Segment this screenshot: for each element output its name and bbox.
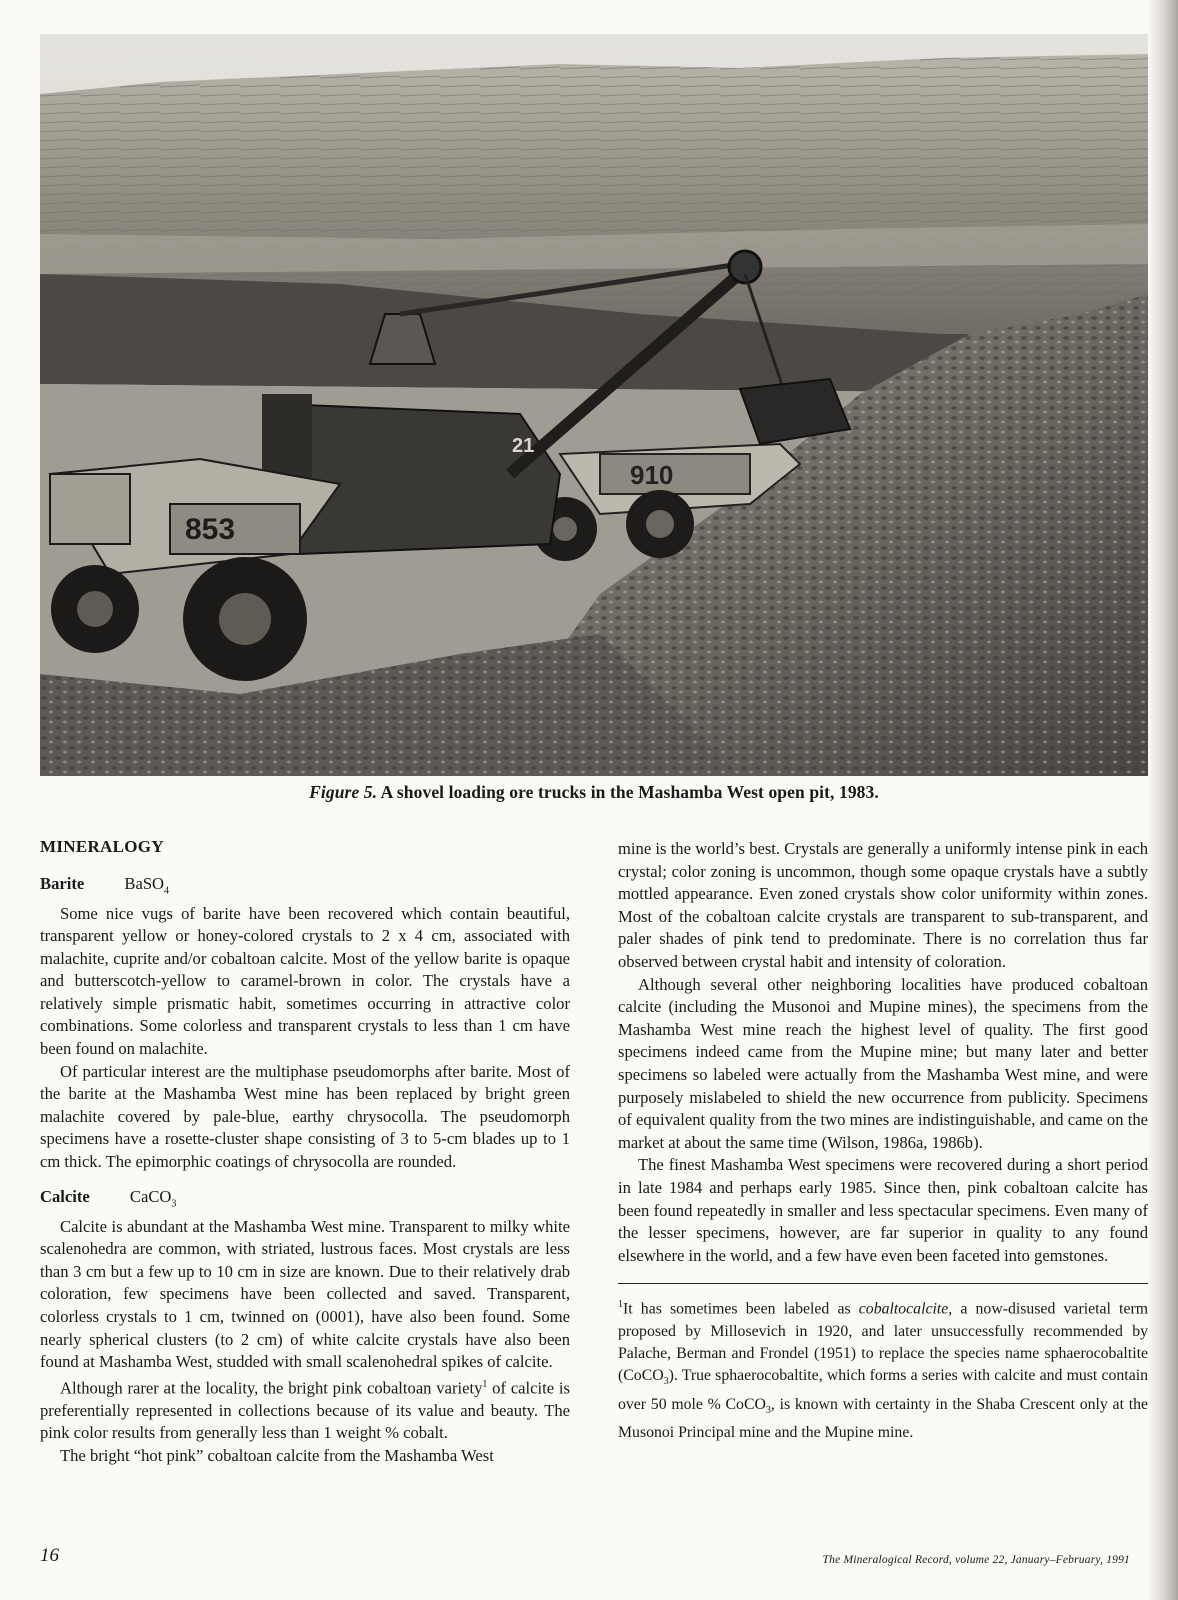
right-column — [618, 838, 1148, 1444]
footnote-part-4: , is known with certainty in the Shaba Crescent only at the Musonoi Principal mine and the Mupine mine. — [618, 1395, 1148, 1441]
page-edge-shadow — [1148, 0, 1178, 1600]
barite-paragraph-1: Some nice vugs of barite have been recovered which contain beautiful, transparent yellow or honey-colored crystals to 2 x 4 cm, associated with malachite, cuprite and/or cobaltoan calcite. Most of the yellow barite is opaque and butterscotch-yellow to caramel-brown in color. The crystals have a relatively simple prismatic habit, sometimes occurring in attractive color combinations. Some colorless and transparent crystals to less than 1 cm have been found on malachite. — [40, 903, 570, 1059]
calcite-p2-before: Although rarer at the locality, the bright pink cobaltoan variety — [60, 1378, 483, 1398]
footnote-part-2: a now-disused varietal term proposed by Millosevich in 1920, and later unsuccessfully recommended by Palache, Berman and Frondel (1951) to replace the species name sphaerocobaltite (CoCO — [618, 1300, 1148, 1385]
truck-number-back: 910 — [630, 460, 674, 490]
calcite-paragraph-1: Calcite is abundant at the Mashamba West mine. Transparent to milky white scalenohedra are common, with striated, lustrous faces. Most crystals are less than 3 cm but a few up to 10 cm in size are known. Due to their relatively drab coloration, few specimens have been collected and saved. Transparent, colorless crystals to 1 cm, twinned on (0001), have also been found. Some nearly spherical clusters (to 2 cm) of white calcite crystals have also been found at Mashamba West, studded with small scalenohedral spikes of calcite. — [40, 1216, 570, 1372]
footnote-sub-1: 3 — [663, 1376, 669, 1388]
barite-title — [40, 873, 570, 903]
barite-formula — [124, 873, 170, 896]
calcite-p2-after: of calcite is preferentially represented in collections because of its value and beauty. The pink color results from generally less than 1 weight % cobalt. — [40, 1378, 570, 1443]
calcite-title — [40, 1186, 570, 1216]
calcite-formula — [129, 1186, 177, 1209]
barite-formula-main: BaSO — [124, 873, 165, 893]
footnote-divider — [618, 1283, 1148, 1284]
calcite-formula-sub: 3 — [171, 1197, 177, 1209]
barite-paragraph-2: Of particular interest are the multiphase pseudomorphs after barite. Most of the barite at the Mashamba West mine has been replaced by bright green malachite covered by pale-blue, earthy chrysocolla. The pseudomorph specimens have a rosette-cluster shape consisting of 3 to 5-cm blades up to 1 cm thick. The epimorphic coatings of chrysocolla are rounded. — [40, 1061, 570, 1172]
mine-scene-image — [40, 34, 1148, 776]
right-paragraph-2: Although several other neighboring localities have produced cobaltoan calcite (including the Musonoi and Mupine mines), the specimens from the Mashamba West mine reach the highest level of quality. The first good specimens indeed came from the Mupine mine; but many later and better specimens so labeled were actually from the Mashamba West mine, and were purposely mislabeled to shield the new occurrence from publicity. Specimens of equivalent quality from the two mines are indistinguishable, and came on the market at about the same time (Wilson, 1986a, 1986b). — [618, 974, 1148, 1152]
truck-number-front: 853 — [185, 513, 236, 546]
shovel-number: 21 — [512, 435, 535, 457]
footnote-part-1: It has sometimes been labeled as — [623, 1300, 859, 1318]
right-paragraph-3: The finest Mashamba West specimens were recovered during a short period in late 1984 and perhaps early 1985. Since then, pink cobaltoan calcite has been found repeatedly in smaller and less spectacular specimens. Even many of the lesser specimens, however, are far superior in quality to any found elsewhere in the world, and a few have even been faceted into gemstones. — [618, 1155, 1148, 1265]
figure-photo — [40, 34, 1148, 776]
barite-name: Barite — [40, 873, 85, 893]
journal-footer: The Mineralogical Record, volume 22, January–February, 1991 — [822, 1554, 1130, 1566]
calcite-name: Calcite — [40, 1186, 90, 1206]
right-paragraph-1: mine is the world’s best. Crystals are generally a uniformly intense pink in each crystal; color zoning is uncommon, though some opaque crystals have a subtly mottled appearance. Even zoned crystals show color uniformity within zones. Most of the cobaltoan calcite crystals are transparent to sub-transparent, and paler shades of pink tend to predominate. There is no correlation thus far observed between crystal habit and intensity of coloration. — [618, 839, 1148, 971]
footnote — [618, 1294, 1148, 1444]
section-heading: MINERALOGY — [40, 837, 164, 856]
footnote-sub-2: 3 — [765, 1404, 771, 1416]
footnote-marker: 1 — [618, 1299, 623, 1311]
calcite-paragraph-2 — [40, 1374, 570, 1445]
barite-formula-sub: 4 — [164, 884, 170, 896]
figure-caption — [40, 781, 1148, 803]
calcite-paragraph-3: The bright “hot pink” cobaltoan calcite from the Mashamba West — [60, 1446, 494, 1465]
footnote-reference: 1 — [482, 1378, 488, 1390]
figure-caption-text: A shovel loading ore trucks in the Mashamba West open pit, 1983. — [380, 782, 879, 802]
calcite-formula-main: CaCO — [129, 1186, 172, 1206]
figure-label: Figure 5. — [309, 782, 378, 802]
page-number: 16 — [40, 1545, 59, 1566]
footnote-italic-term: cobaltocalcite, — [858, 1300, 953, 1318]
left-column — [40, 836, 570, 1468]
footnote-part-3: ). True sphaerocobaltite, which forms a series with calcite and must contain over 50 mole % CoCO — [618, 1367, 1148, 1413]
